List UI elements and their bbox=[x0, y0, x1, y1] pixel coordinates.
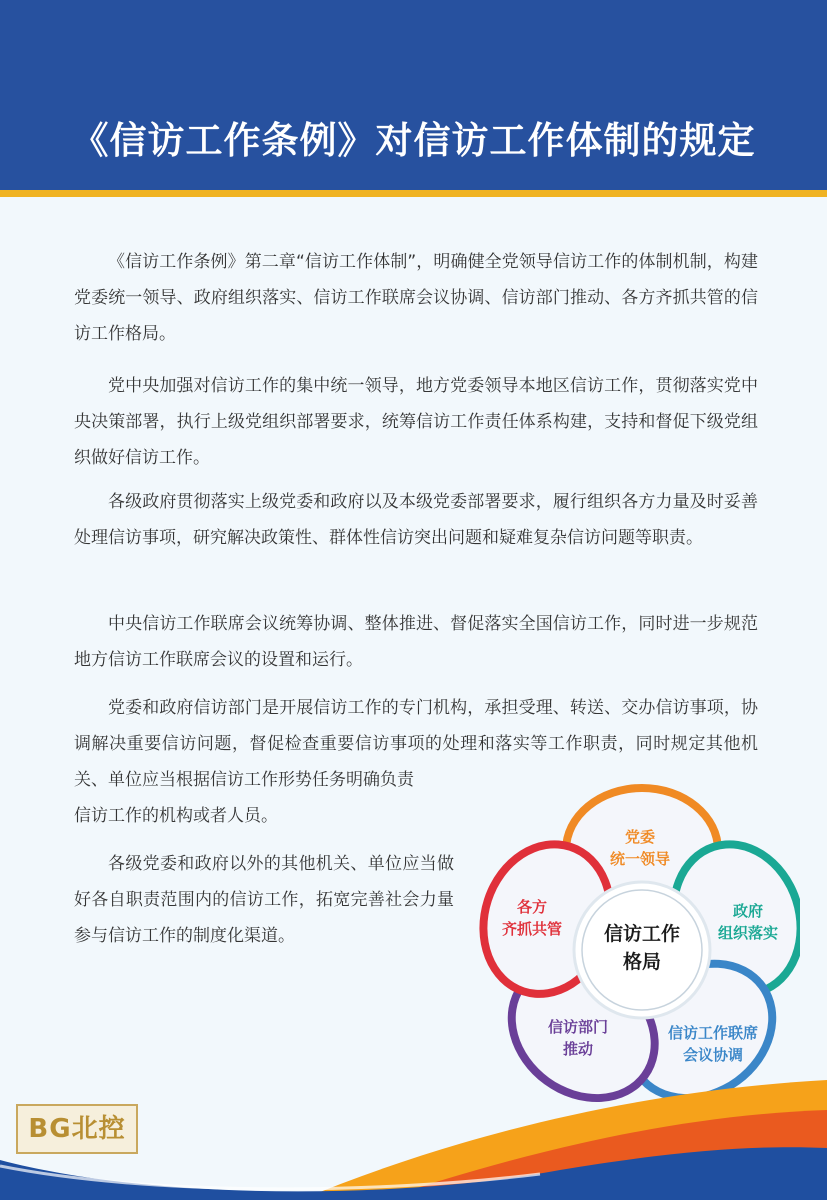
petal-label-government-line1: 政府 bbox=[732, 902, 763, 920]
petal-label-all-parties bbox=[472, 896, 592, 940]
center-label bbox=[588, 920, 696, 976]
paragraph-1: 《信访工作条例》第二章“信访工作体制”，明确健全党领导信访工作的体制机制，构建党委统一领导、政府组织落实、信访工作联席会议协调、信访部门推动、各方齐抓共管的信访工作格局。 bbox=[74, 252, 758, 344]
petal-label-department-line1: 信访部门 bbox=[547, 1018, 608, 1036]
petal-label-department-line2: 推动 bbox=[562, 1040, 593, 1058]
petal-label-joint-meeting-line2: 会议协调 bbox=[682, 1046, 743, 1064]
center-label-line2: 格局 bbox=[622, 951, 661, 973]
work-pattern-diagram bbox=[460, 770, 800, 1110]
paragraph-2: 党中央加强对信访工作的集中统一领导，地方党委领导本地区信访工作，贯彻落实党中央决策部署，执行上级党组织部署要求，统筹信访工作责任体系构建，支持和督促下级党组织做好信访工作。 bbox=[74, 376, 758, 468]
center-label-line1: 信访工作 bbox=[603, 923, 680, 945]
paragraph-5: 党委和政府信访部门是开展信访工作的专门机构，承担受理、转送、交办信访事项，协调解决重要信访问题，督促检查重要信访事项的处理和落实等工作职责，同时规定其他机关、单位应当根据信访工作形势任务明确负责 bbox=[74, 698, 758, 790]
paragraph-6: 各级党委和政府以外的其他机关、单位应当做好各自职责范围内的信访工作，拓宽完善社会力量参与信访工作的制度化渠道。 bbox=[74, 854, 454, 946]
petal-label-all-parties-line1: 各方 bbox=[516, 898, 547, 916]
petal-label-party bbox=[580, 826, 700, 870]
paragraph-5-tail: 信访工作的机构或者人员。 bbox=[74, 806, 278, 826]
header-stripe bbox=[0, 190, 827, 197]
petal-label-party-line2: 统一领导 bbox=[609, 850, 670, 868]
petal-label-all-parties-line2: 齐抓共管 bbox=[501, 920, 562, 938]
bg-logo: BG北控 bbox=[16, 1104, 138, 1154]
petal-label-department bbox=[518, 1016, 638, 1060]
petal-label-government bbox=[688, 900, 808, 944]
paragraph-4: 中央信访工作联席会议统筹协调、整体推进、督促落实全国信访工作，同时进一步规范地方信访工作联席会议的设置和运行。 bbox=[74, 614, 758, 670]
paragraph-3: 各级政府贯彻落实上级党委和政府以及本级党委部署要求，履行组织各方力量及时妥善处理信访事项，研究解决政策性、群体性信访突出问题和疑难复杂信访问题等职责。 bbox=[74, 492, 758, 548]
petal-label-party-line1: 党委 bbox=[624, 828, 655, 846]
petal-label-joint-meeting bbox=[638, 1022, 788, 1066]
petal-label-government-line2: 组织落实 bbox=[717, 924, 778, 942]
page-title: 《信访工作条例》对信访工作体制的规定 bbox=[71, 118, 756, 162]
petal-label-joint-meeting-line1: 信访工作联席 bbox=[667, 1024, 758, 1042]
